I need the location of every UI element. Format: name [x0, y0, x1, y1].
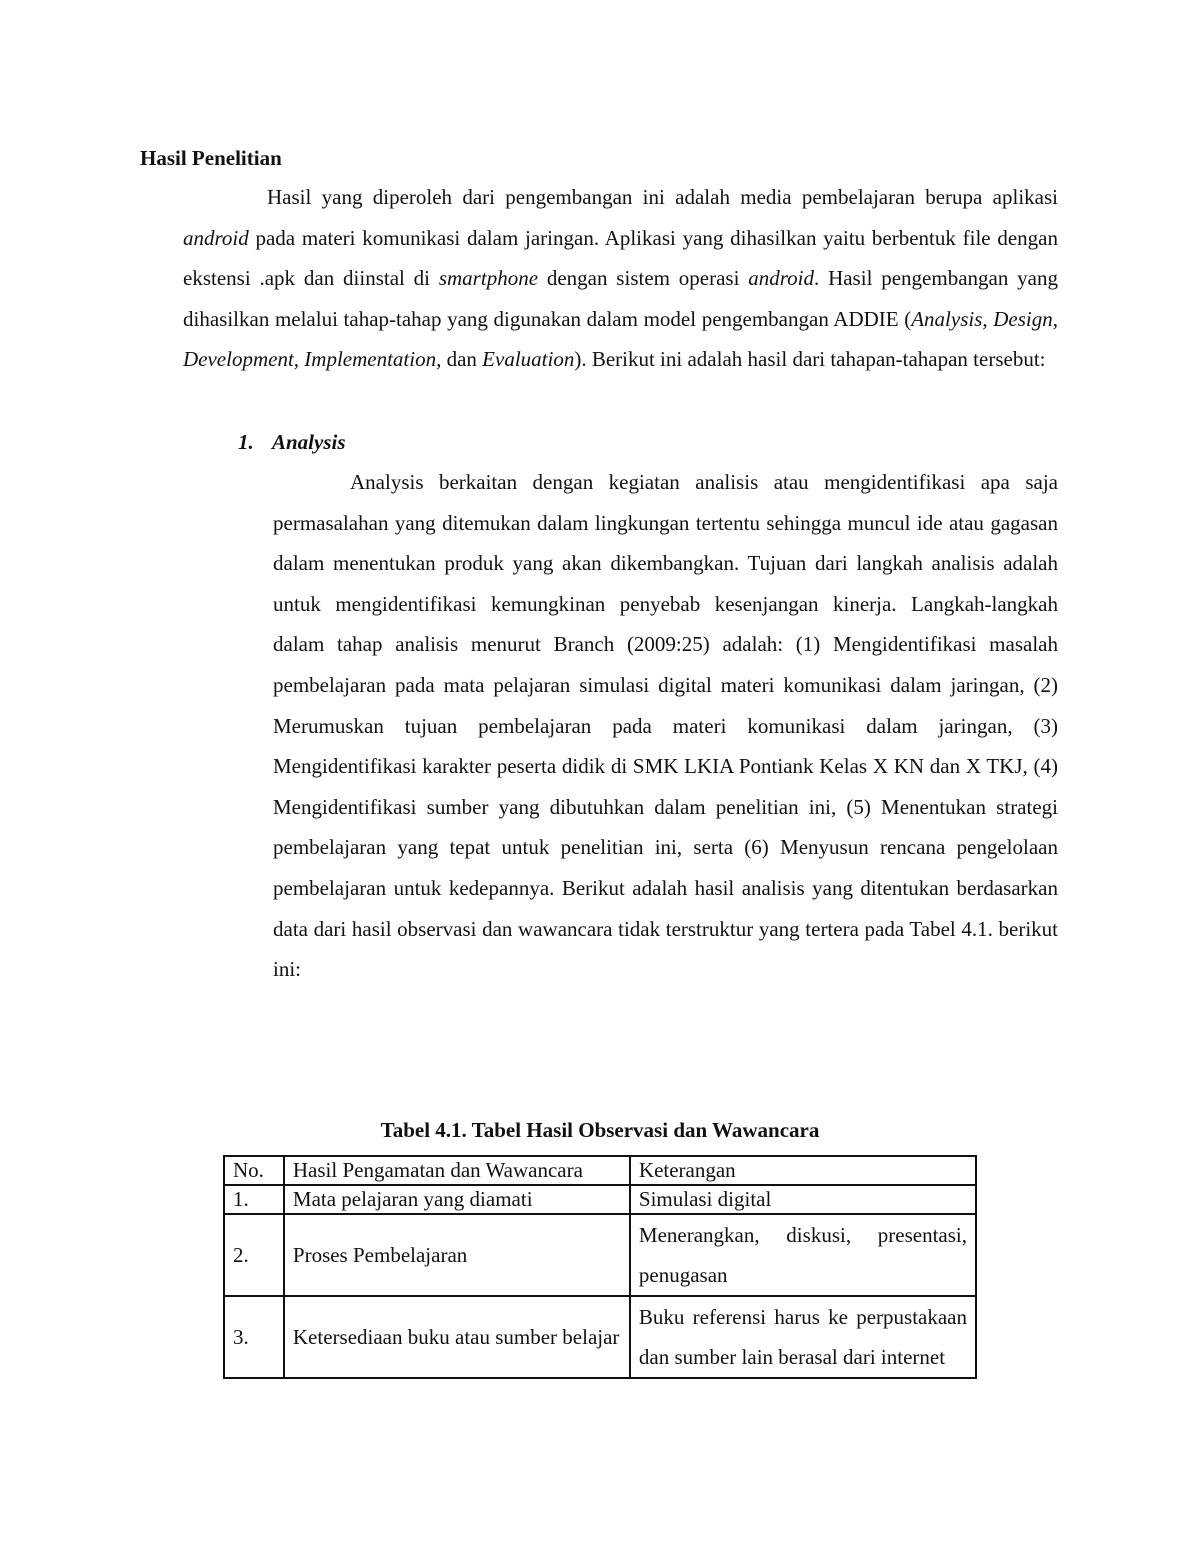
header-cell: No.: [224, 1156, 284, 1185]
analysis-paragraph: Analysis berkaitan dengan kegiatan analisis atau mengidentifikasi apa saja permasalahan yang ditemukan dalam lingkungan tertentu sehingga muncul ide atau gagasan dalam menentukan produk yang akan dikembangkan. Tujuan dari langkah analisis adalah untuk mengidentifikasi kemungkinan penyebab kesenjangan kinerja. Langkah-langkah dalam tahap analisis menurut Branch (2009:25) adalah: (1) Mengidentifikasi masalah pembelajaran pada mata pelajaran simulasi digital materi komunikasi dalam jaringan, (2) Merumuskan tujuan pembelajaran pada materi komunikasi dalam jaringan, (3) Mengidentifikasi karakter peserta didik di SMK LKIA Pontiank Kelas X KN dan X TKJ, (4) Mengidentifikasi sumber yang dibutuhkan dalam penelitian ini, (5) Menentukan strategi pembelajaran yang tepat untuk penelitian ini, serta (6) Menyusun rencana pengelolaan pembelajaran untuk kedepannya. Berikut adalah hasil analisis yang ditentukan berdasarkan data dari hasil observasi dan wawancara tidak terstruktur yang tertera pada Tabel 4.1. berikut ini:: [273, 470, 1058, 982]
table-cell: Simulasi digital: [630, 1185, 976, 1214]
table-cell: 2.: [224, 1214, 284, 1296]
table-cell: Mata pelajaran yang diamati: [284, 1185, 630, 1214]
observation-table: [223, 1155, 977, 1379]
analysis-heading: [238, 422, 346, 462]
table-row: [224, 1185, 976, 1214]
table-row: [224, 1296, 976, 1378]
table-cell: Ketersediaan buku atau sumber belajar: [284, 1296, 630, 1378]
table-cell: 1.: [224, 1185, 284, 1214]
section-title: Hasil Penelitian: [140, 146, 282, 170]
intro-paragraph: Hasil yang diperoleh dari pengembangan ini adalah media pembelajaran berupa aplikasi android pada materi komunikasi dalam jaringan. Aplikasi yang dihasilkan yaitu berbentuk file dengan ekstensi .apk dan diinstal di smartphone dengan sistem operasi android. Hasil pengembangan yang dihasilkan melalui tahap-tahap yang digunakan dalam model pengembangan ADDIE (Analysis, Design, Development, Implementation, dan Evaluation). Berikut ini adalah hasil dari tahapan-tahapan tersebut:: [183, 185, 1059, 372]
table-header-row: [224, 1156, 976, 1185]
table-row: [224, 1214, 976, 1296]
analysis-number: 1.: [238, 430, 254, 454]
table-cell: Buku referensi harus ke perpustakaan dan sumber lain berasal dari internet: [630, 1296, 976, 1378]
table-cell: Proses Pembelajaran: [284, 1214, 630, 1296]
analysis-title: Analysis: [272, 430, 346, 454]
table-cell: Menerangkan, diskusi, presentasi, penugasan: [630, 1214, 976, 1296]
table-caption: Tabel 4.1. Tabel Hasil Observasi dan Wawancara: [380, 1118, 820, 1142]
header-cell: Keterangan: [630, 1156, 976, 1185]
table-cell: 3.: [224, 1296, 284, 1378]
header-cell: Hasil Pengamatan dan Wawancara: [284, 1156, 630, 1185]
